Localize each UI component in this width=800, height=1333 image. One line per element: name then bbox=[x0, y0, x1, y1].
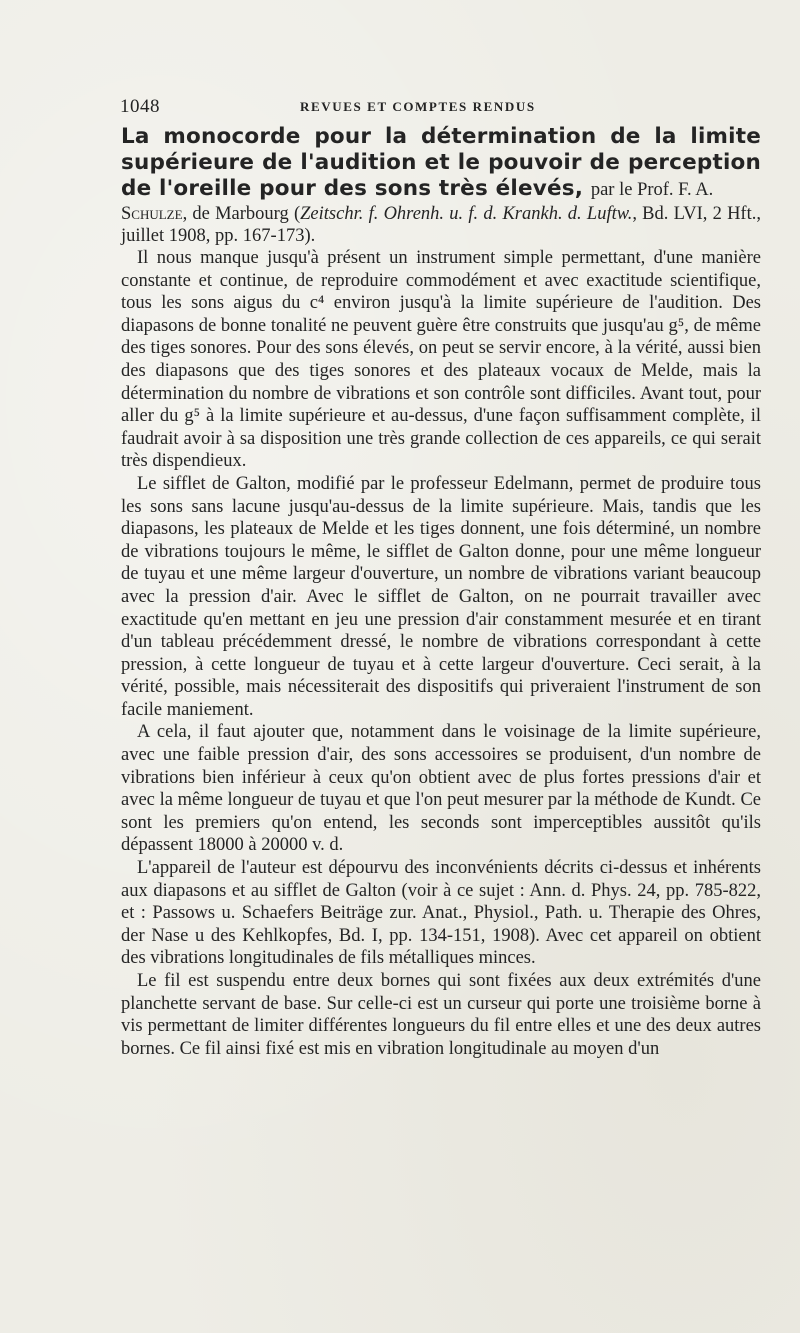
citation-byline: par le Prof. F. A. bbox=[590, 180, 714, 200]
article-title bbox=[121, 124, 761, 203]
paragraph: A cela, il faut ajouter que, notamment dans le voisinage de la limite supérieure, avec une faible pression d'air, des sons accessoires se produisent, d'un nombre de vibrations bien inférieur à ceux qu'on obtient avec de plus fortes pressions d'air et avec la même longueur de tuyau et que l'on peut mesurer par la méthode de Kundt. Ce sont les premiers qu'on entend, les seconds sont imperceptibles aussitôt qu'ils dépassent 18000 à 20000 v. d. bbox=[121, 722, 761, 856]
paragraph: Le sifflet de Galton, modifié par le professeur Edelmann, permet de produire tous les sons sans lacune jusqu'au-dessus de la limite supérieure. Mais, tandis que les diapasons, les plateaux de Melde et les tiges donnent, une fois déterminé, un nombre de vibrations toujours le même, le sifflet de Galton donne, pour une même longueur de tuyau et une même largeur d'ouverture, un nombre de vibrations variant beaucoup avec la pression d'air. Avec le sifflet de Galton, on ne pourrait travailler avec exactitude qu'en mettant en jeu une pression d'air constamment mesurée et en tirant d'un tableau précédemment dressé, le nombre de vibrations correspondant à cette pression, à cette longueur de tuyau et à cette largeur d'ouverture. Ceci serait, à la vérité, possible, mais nécessiterait des dispositifs qui priveraient l'instrument de son facile maniement. bbox=[121, 473, 761, 720]
citation-author: Schulze bbox=[121, 204, 183, 224]
citation-journal: Zeitschr. f. Ohrenh. u. f. d. Krankh. d. Luftw. bbox=[300, 204, 633, 224]
article-title-text: La monocorde pour la détermination de la limite supérieure de l'audition et le pouvoir de perception de l'oreille pour des sons très élevés, bbox=[121, 124, 761, 201]
page-number: 1048 bbox=[120, 96, 160, 117]
paragraph: L'appareil de l'auteur est dépourvu des inconvénients décrits ci-dessus et inhérents aux diapasons et au sifflet de Galton (voir à ce sujet : Ann. d. Phys. 24, pp. 785-822, et : Passows u. Schaefers Beiträge zur. Anat., Physiol., Path. u. Therapie des Ohres, der Nase u des Kehlkopfes, Bd. I, pp. 134-151, 1908). Avec cet appareil on obtient des vibrations longitudinales de fils métalliques minces. bbox=[121, 858, 761, 969]
article-citation bbox=[121, 203, 761, 247]
page-header bbox=[120, 96, 760, 120]
citation-details: , Bd. LVI, 2 Hft., juillet 1908, pp. 167-173). bbox=[121, 204, 761, 246]
citation-from: , de Marbourg ( bbox=[182, 204, 301, 224]
article bbox=[121, 124, 761, 1060]
paragraph: Le fil est suspendu entre deux bornes qui sont fixées aux deux extrémités d'une planchette servant de base. Sur celle-ci est un curseur qui porte une troisième borne à vis permettant de limiter différentes longueurs du fil entre elles et une des deux autres bornes. Ce fil ainsi fixé est mis en vibration longitudinale au moyen d'un bbox=[121, 971, 761, 1059]
paragraph: Il nous manque jusqu'à présent un instrument simple permettant, d'une manière constante et continue, de reproduire commodément et avec exactitude scientifique, tous les sons aigus du c⁴ environ jusqu'à la limite supérieure de l'audition. Des diapasons de bonne tonalité ne peuvent guère être construits que jusqu'au g⁵, de même des tiges sonores. Pour des sons élevés, on peut se servir encore, à la vérité, aussi bien des diapasons que des tiges sonores et des plateaux vocaux de Melde, mais la détermination du nombre de vibrations et son contrôle sont difficiles. Avant tout, pour aller du g⁵ à la limite supérieure et au-dessus, d'une façon suffisamment complète, il faudrait avoir à sa disposition une très grande collection de ces appareils, ce qui serait très dispendieux. bbox=[121, 248, 761, 472]
running-head: REVUES ET COMPTES RENDUS bbox=[300, 99, 536, 114]
